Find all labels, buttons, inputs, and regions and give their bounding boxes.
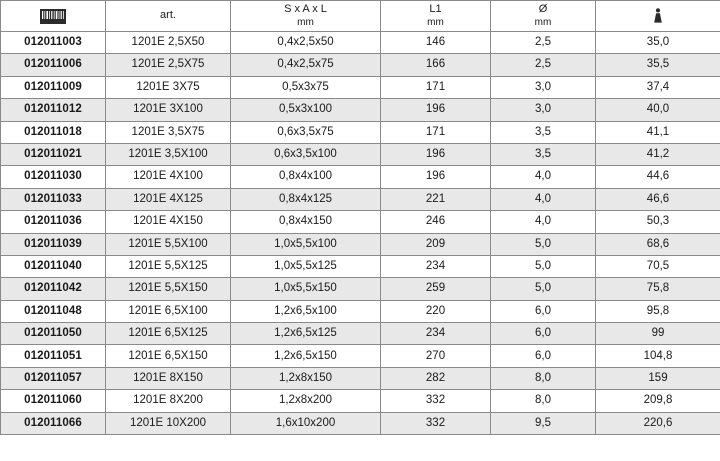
- cell-l1: 246: [381, 211, 491, 233]
- cell-art: 1201E 5,5X125: [106, 255, 231, 277]
- cell-art: 1201E 4X150: [106, 211, 231, 233]
- cell-art: 1201E 3X100: [106, 99, 231, 121]
- column-header-sxaxl-label: S x A x L: [284, 2, 327, 15]
- cell-diameter: 3,5: [491, 121, 596, 143]
- cell-diameter: 2,5: [491, 54, 596, 76]
- column-header-diameter-label: Ø: [538, 2, 548, 15]
- column-header-sxaxl-unit: mm: [297, 16, 314, 28]
- cell-sxaxl: 0,8x4x150: [231, 211, 381, 233]
- cell-sxaxl: 1,0x5,5x150: [231, 278, 381, 300]
- table-row: [1, 121, 720, 143]
- cell-sxaxl: 1,2x8x200: [231, 390, 381, 412]
- table-row: [1, 166, 720, 188]
- cell-code: 012011036: [1, 211, 106, 233]
- cell-l1: 270: [381, 345, 491, 367]
- column-header-diameter: [491, 1, 596, 32]
- cell-l1: 146: [381, 32, 491, 54]
- cell-code: 012011006: [1, 54, 106, 76]
- cell-sxaxl: 1,2x6,5x150: [231, 345, 381, 367]
- cell-code: 012011057: [1, 367, 106, 389]
- cell-art: 1201E 4X100: [106, 166, 231, 188]
- cell-art: 1201E 8X200: [106, 390, 231, 412]
- cell-l1: 282: [381, 367, 491, 389]
- cell-l1: 221: [381, 188, 491, 210]
- cell-l1: 209: [381, 233, 491, 255]
- cell-l1: 166: [381, 54, 491, 76]
- cell-weight: 41,1: [596, 121, 720, 143]
- cell-code: 012011048: [1, 300, 106, 322]
- cell-sxaxl: 0,5x3x75: [231, 76, 381, 98]
- table-row: [1, 278, 720, 300]
- cell-weight: 95,8: [596, 300, 720, 322]
- table-row: [1, 99, 720, 121]
- cell-l1: 259: [381, 278, 491, 300]
- cell-weight: 220,6: [596, 412, 720, 434]
- table-row: [1, 412, 720, 434]
- cell-sxaxl: 0,4x2,5x50: [231, 32, 381, 54]
- cell-sxaxl: 0,8x4x100: [231, 166, 381, 188]
- cell-l1: 171: [381, 76, 491, 98]
- cell-weight: 75,8: [596, 278, 720, 300]
- cell-diameter: 6,0: [491, 323, 596, 345]
- cell-sxaxl: 1,2x6,5x100: [231, 300, 381, 322]
- cell-art: 1201E 8X150: [106, 367, 231, 389]
- cell-code: 012011051: [1, 345, 106, 367]
- cell-art: 1201E 10X200: [106, 412, 231, 434]
- cell-sxaxl: 1,2x8x150: [231, 367, 381, 389]
- column-header-code: [1, 1, 106, 32]
- table-row: [1, 255, 720, 277]
- cell-code: 012011040: [1, 255, 106, 277]
- column-header-l1-unit: mm: [427, 16, 444, 28]
- cell-weight: 209,8: [596, 390, 720, 412]
- cell-code: 012011042: [1, 278, 106, 300]
- cell-art: 1201E 2,5X75: [106, 54, 231, 76]
- cell-weight: 44,6: [596, 166, 720, 188]
- cell-diameter: 8,0: [491, 390, 596, 412]
- cell-weight: 50,3: [596, 211, 720, 233]
- cell-diameter: 4,0: [491, 188, 596, 210]
- cell-art: 1201E 5,5X150: [106, 278, 231, 300]
- cell-sxaxl: 1,6x10x200: [231, 412, 381, 434]
- cell-code: 012011050: [1, 323, 106, 345]
- column-header-art: [106, 1, 231, 32]
- cell-diameter: 3,5: [491, 143, 596, 165]
- cell-weight: 159: [596, 367, 720, 389]
- cell-l1: 332: [381, 412, 491, 434]
- cell-diameter: 9,5: [491, 412, 596, 434]
- cell-art: 1201E 6,5X150: [106, 345, 231, 367]
- table-header-row: [1, 1, 720, 32]
- table-body: [1, 32, 720, 435]
- cell-code: 012011033: [1, 188, 106, 210]
- cell-diameter: 3,0: [491, 99, 596, 121]
- table-row: [1, 323, 720, 345]
- cell-sxaxl: 1,0x5,5x100: [231, 233, 381, 255]
- cell-code: 012011066: [1, 412, 106, 434]
- cell-art: 1201E 3X75: [106, 76, 231, 98]
- cell-art: 1201E 6,5X100: [106, 300, 231, 322]
- column-header-l1: [381, 1, 491, 32]
- cell-diameter: 2,5: [491, 32, 596, 54]
- cell-l1: 234: [381, 323, 491, 345]
- cell-art: 1201E 6,5X125: [106, 323, 231, 345]
- table-row: [1, 143, 720, 165]
- cell-weight: 104,8: [596, 345, 720, 367]
- table-row: [1, 300, 720, 322]
- cell-art: 1201E 2,5X50: [106, 32, 231, 54]
- cell-diameter: 5,0: [491, 233, 596, 255]
- cell-art: 1201E 4X125: [106, 188, 231, 210]
- cell-weight: 40,0: [596, 99, 720, 121]
- cell-sxaxl: 0,5x3x100: [231, 99, 381, 121]
- cell-art: 1201E 3,5X100: [106, 143, 231, 165]
- cell-code: 012011021: [1, 143, 106, 165]
- cell-l1: 196: [381, 99, 491, 121]
- table-row: [1, 188, 720, 210]
- cell-diameter: 4,0: [491, 166, 596, 188]
- table-row: [1, 211, 720, 233]
- cell-sxaxl: 0,6x3,5x75: [231, 121, 381, 143]
- column-header-l1-label: L1: [429, 2, 442, 15]
- cell-weight: 46,6: [596, 188, 720, 210]
- cell-diameter: 6,0: [491, 345, 596, 367]
- column-header-art-label: art.: [160, 9, 176, 22]
- table-row: [1, 54, 720, 76]
- cell-art: 1201E 3,5X75: [106, 121, 231, 143]
- barcode-icon: [40, 8, 66, 24]
- cell-code: 012011018: [1, 121, 106, 143]
- cell-l1: 171: [381, 121, 491, 143]
- cell-diameter: 5,0: [491, 255, 596, 277]
- cell-sxaxl: 0,6x3,5x100: [231, 143, 381, 165]
- cell-code: 012011012: [1, 99, 106, 121]
- table-row: [1, 367, 720, 389]
- cell-diameter: 8,0: [491, 367, 596, 389]
- cell-diameter: 4,0: [491, 211, 596, 233]
- table-row: [1, 345, 720, 367]
- table-row: [1, 32, 720, 54]
- cell-code: 012011039: [1, 233, 106, 255]
- column-header-diameter-unit: mm: [534, 16, 552, 28]
- table-row: [1, 233, 720, 255]
- weight-icon: [653, 8, 663, 24]
- cell-code: 012011009: [1, 76, 106, 98]
- cell-weight: 41,2: [596, 143, 720, 165]
- cell-sxaxl: 1,2x6,5x125: [231, 323, 381, 345]
- cell-art: 1201E 5,5X100: [106, 233, 231, 255]
- cell-sxaxl: 0,8x4x125: [231, 188, 381, 210]
- cell-l1: 332: [381, 390, 491, 412]
- cell-weight: 68,6: [596, 233, 720, 255]
- column-header-weight: [596, 1, 720, 32]
- cell-l1: 196: [381, 166, 491, 188]
- cell-weight: 35,5: [596, 54, 720, 76]
- cell-diameter: 5,0: [491, 278, 596, 300]
- cell-code: 012011060: [1, 390, 106, 412]
- cell-weight: 70,5: [596, 255, 720, 277]
- cell-diameter: 3,0: [491, 76, 596, 98]
- cell-code: 012011030: [1, 166, 106, 188]
- cell-sxaxl: 1,0x5,5x125: [231, 255, 381, 277]
- cell-l1: 234: [381, 255, 491, 277]
- cell-l1: 196: [381, 143, 491, 165]
- cell-sxaxl: 0,4x2,5x75: [231, 54, 381, 76]
- column-header-sxaxl: [231, 1, 381, 32]
- cell-l1: 220: [381, 300, 491, 322]
- cell-weight: 37,4: [596, 76, 720, 98]
- cell-weight: 35,0: [596, 32, 720, 54]
- cell-code: 012011003: [1, 32, 106, 54]
- table-row: [1, 76, 720, 98]
- cell-weight: 99: [596, 323, 720, 345]
- table-row: [1, 390, 720, 412]
- cell-diameter: 6,0: [491, 300, 596, 322]
